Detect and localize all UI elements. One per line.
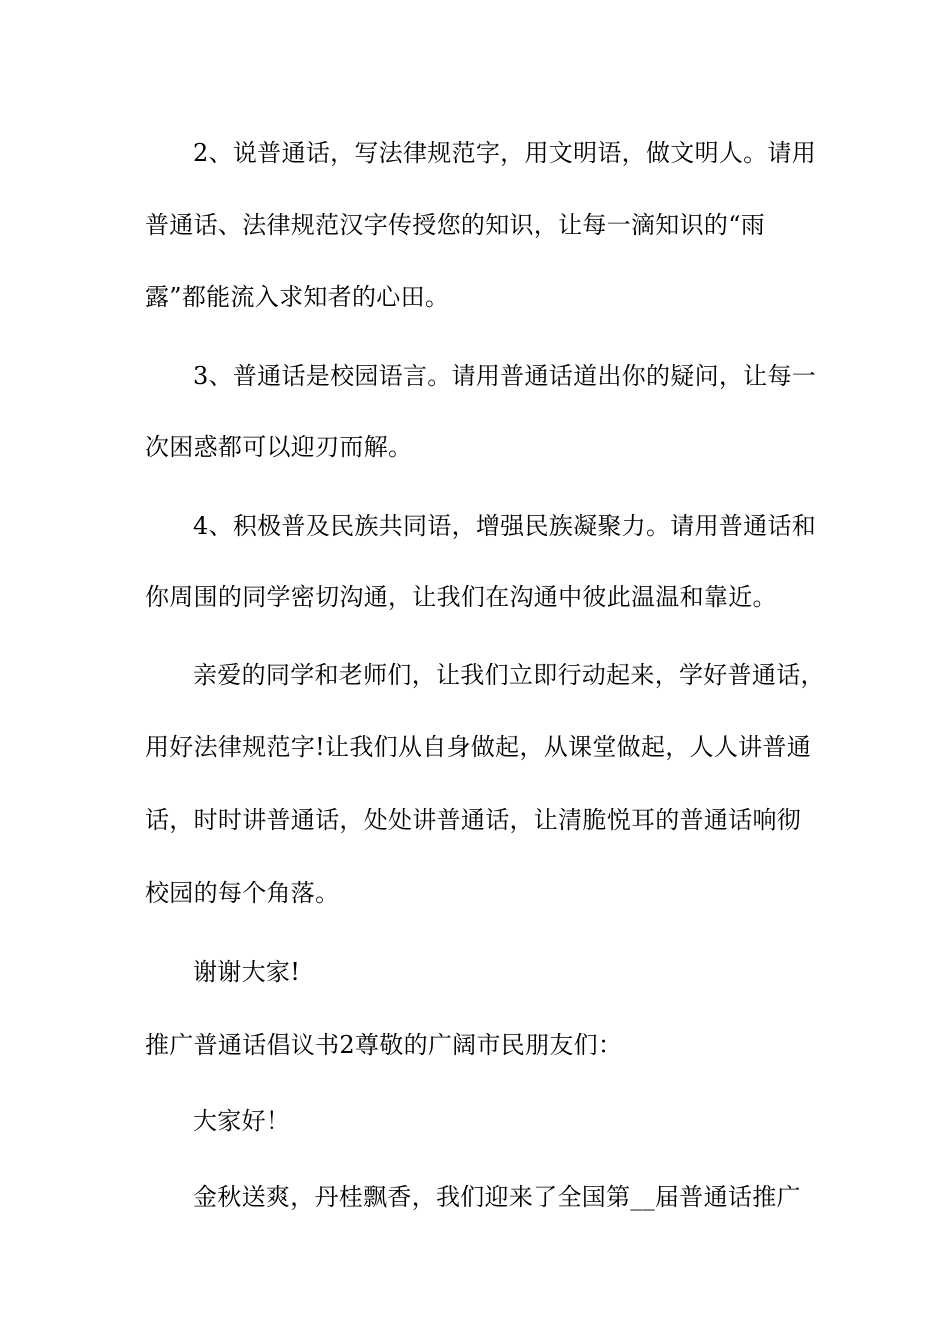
paragraph-4-line-2: 你周围的同学密切沟通，让我们在沟通中彼此温温和靠近。	[145, 583, 777, 611]
paragraph-4-line-1: 4、积极普及民族共同语，增强民族凝聚力。请用普通话和	[193, 512, 817, 540]
closing-paragraph-line-4: 校园的每个角落。	[145, 879, 340, 907]
closing-paragraph-line-2: 用好法律规范字!让我们从自身做起，从课堂做起，人人讲普通	[145, 733, 812, 761]
second-proposal-heading: 推广普通话倡议书2尊敬的广阔市民朋友们：	[145, 1031, 623, 1059]
thanks-line: 谢谢大家!	[193, 958, 301, 986]
greeting-line: 大家好！	[193, 1107, 291, 1135]
paragraph-2-line-3: 露”都能流入求知者的心田。	[145, 283, 450, 311]
paragraph-2-line-2: 普通话、法律规范汉字传授您的知识，让每一滴知识的“雨	[145, 211, 766, 239]
paragraph-3-line-1: 3、普通话是校园语言。请用普通话道出你的疑问，让每一	[193, 362, 817, 390]
paragraph-3-line-2: 次困惑都可以迎刃而解。	[145, 433, 413, 461]
paragraph-2-line-1: 2、说普通话，写法律规范字，用文明语，做文明人。请用	[193, 139, 817, 167]
closing-paragraph-line-1: 亲爱的同学和老师们，让我们立即行动起来，学好普通话，	[193, 661, 825, 689]
second-proposal-body-line-1: 金秋送爽，丹桂飘香，我们迎来了全国第__届普通话推广	[193, 1183, 801, 1211]
closing-paragraph-line-3: 话，时时讲普通话，处处讲普通话，让清脆悦耳的普通话响彻	[145, 806, 802, 834]
